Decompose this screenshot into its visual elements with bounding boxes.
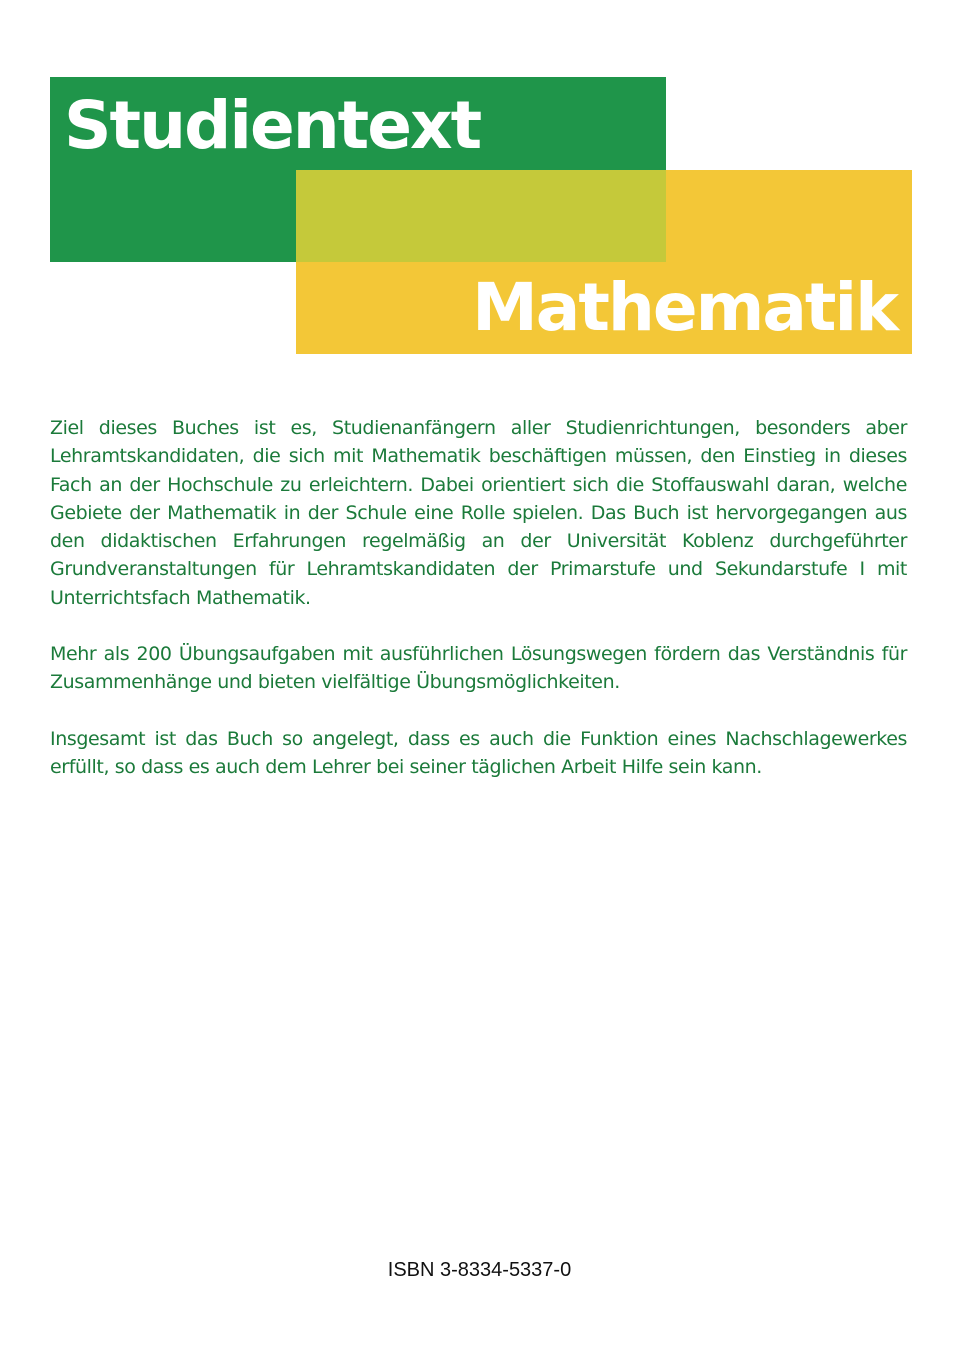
blurb-text bbox=[50, 414, 907, 809]
paragraph-1: Ziel dieses Buches ist es, Studienanfängern aller Studienrichtungen, besonders aber Lehramtskandidaten, die sich mit Mathematik beschäftigen müssen, den Einstieg in dieses Fach an der Hochschule zu erleichtern. Dabei orientiert sich die Stoffauswahl daran, welche Gebiete der Mathematik in der Schule eine Rolle spielen. Das Buch ist hervorgegangen aus den didaktischen Erfahrungen regelmäßig an der Universität Koblenz durchgeführter Grundveranstaltungen für Lehramtskandidaten der Primarstufe und Sekundarstufe I mit Unterrichtsfach Mathematik. bbox=[50, 417, 907, 609]
title-studientext: Studientext bbox=[64, 87, 481, 164]
paragraph-3: Insgesamt ist das Buch so angelegt, dass es auch die Funktion eines Nachschlagewerkes erfüllt, so dass es auch dem Lehrer bei seiner täglichen Arbeit Hilfe sein kann. bbox=[50, 727, 907, 778]
paragraph-2: Mehr als 200 Übungsaufgaben mit ausführlichen Lösungswegen fördern das Verständnis für Zusammenhänge und bieten vielfältige Übungsmöglichkeiten. bbox=[50, 643, 907, 694]
isbn: ISBN 3-8334-5337-0 bbox=[387, 1259, 572, 1281]
overlap-block bbox=[296, 170, 666, 262]
title-mathematik: Mathematik bbox=[472, 269, 897, 346]
